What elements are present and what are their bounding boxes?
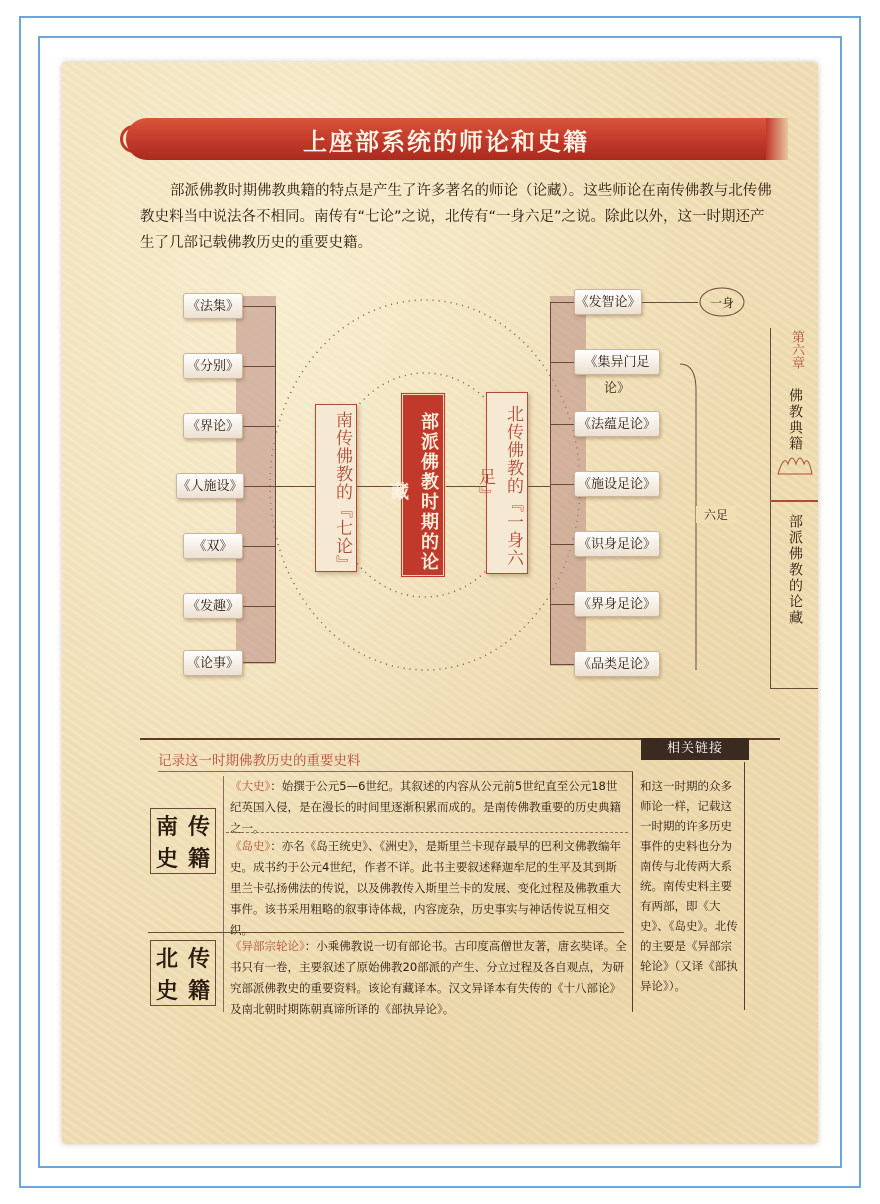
banner-fade (766, 118, 788, 160)
center-label: 部派佛教时期的论藏 (400, 392, 446, 578)
stamp-char: 南 (155, 813, 178, 840)
north-history-stamp (150, 940, 216, 1006)
left-item: 《法集》 (183, 293, 243, 319)
right-item: 《品类足论》 (574, 651, 660, 677)
right-bracket-line (550, 302, 551, 664)
connector (550, 302, 574, 303)
right-item: 《识身足论》 (574, 531, 660, 557)
left-bracket-line (275, 306, 276, 662)
subtitle-rule (158, 771, 633, 772)
connector (550, 664, 574, 665)
left-item: 《发趣》 (183, 593, 243, 619)
connector (243, 426, 275, 427)
stamp-char: 北 (155, 945, 178, 972)
related-column-rule (632, 772, 633, 1012)
entry-da-shi (230, 776, 628, 839)
left-item: 《界论》 (183, 413, 243, 439)
entry-title: 《岛史》 (230, 839, 271, 853)
left-item: 《论事》 (183, 650, 243, 676)
stamp-char: 传 (187, 813, 210, 840)
side-divider (770, 500, 818, 502)
entry-text: ：始撰于公元5—6世纪。其叙述的内容从公元前5世纪直至公元18世纪英国入侵，是在漫长的时间里逐渐积累而成的。是南传佛教重要的历史典籍之一。 (230, 779, 621, 835)
entry-separator (226, 832, 628, 833)
connector (243, 546, 275, 547)
entry-title: 《大史》 (230, 779, 271, 793)
left-item: 《人施设》 (176, 473, 244, 499)
entry-text: ：亦名《岛王统史》、《洲史》，是斯里兰卡现存最早的巴利文佛教编年史。成书约于公元4世纪，作者不详。此书主要叙述释迦牟尼的生平及其到斯里兰卡弘扬佛法的传说，以及佛教传入斯里兰卡的发展、变化过程及佛教重大事件。该书采用粗略的叙事诗体裁，内容庞杂，历史事实与神话传说互相交织。 (230, 839, 621, 937)
connector (528, 486, 550, 487)
south-history-stamp (150, 808, 216, 874)
entry-column-rule (223, 776, 224, 1012)
connector (243, 606, 275, 607)
stamp-char: 籍 (187, 845, 210, 872)
stamp-char: 籍 (187, 977, 210, 1004)
side-divider (770, 688, 818, 689)
stamp-char: 传 (187, 945, 210, 972)
connector (550, 424, 574, 425)
right-item: 《界身足论》 (574, 591, 660, 617)
right-item: 《法蕴足论》 (574, 411, 660, 437)
entry-title: 《异部宗轮论》 (230, 939, 305, 953)
connector (642, 302, 698, 303)
subsection-label: 部派佛教的论藏 (787, 514, 803, 626)
related-links-tab: 相关链接 (641, 738, 749, 760)
left-item: 《分别》 (183, 353, 243, 379)
panel-subtitle: 记录这一时期佛教历史的重要史料 (158, 753, 361, 769)
hands-ornament-icon (774, 450, 814, 476)
six-feet-tag: 六足 (696, 506, 736, 523)
stamp-char: 史 (155, 977, 178, 1004)
left-item: 《双》 (183, 533, 243, 559)
entry-text: ：小乘佛教说一切有部论书。古印度高僧世友著，唐玄奘译。全书只有一卷，主要叙述了原始佛教20部派的产生、分立过程及各自观点，为研究部派佛教史的重要资料。该论有藏译本。汉文异译本有失传的《十八部论》及南北朝时期陈朝真谛所译的《部执异论》。 (230, 939, 627, 1016)
right-item: 《集异门足论》 (574, 349, 660, 375)
page-title: 上座部系统的师论和史籍 (126, 118, 766, 160)
connector (550, 484, 574, 485)
connector (243, 306, 275, 307)
one-body-tag: 一身 (709, 296, 734, 310)
stamp-char: 史 (155, 845, 178, 872)
right-item: 《发智论》 (574, 289, 642, 315)
entry-dao-shi (230, 836, 628, 941)
connector (243, 486, 315, 487)
chapter-label: 第六章 (789, 330, 804, 369)
south-seven-treatises-label: 南传佛教的『七论』 (315, 404, 357, 572)
connector (550, 362, 574, 363)
side-tab-line (770, 328, 771, 688)
panel-right-rule (744, 762, 745, 1010)
connector (550, 544, 574, 545)
connector (550, 604, 574, 605)
entry-yi-bu-zong-lun-lun (230, 936, 628, 1020)
right-item: 《施设足论》 (574, 471, 660, 497)
connector (243, 662, 275, 663)
north-one-body-six-feet-label: 北传佛教的『一身六足』 (486, 392, 528, 574)
related-links-text: 和这一时期的众多师论一样，记载这一时期的许多历史事件的史料也分为南传与北传两大系统。南传史料主要有两部，即《大史》、《岛史》。北传的主要是《异部宗轮论》（又译《部执异论》）。 (640, 779, 738, 993)
intro-paragraph: 部派佛教时期佛教典籍的特点是产生了许多著名的师论（论藏）。这些师论在南传佛教与北传佛教史料当中说法各不相同。南传有“七论”之说，北传有“一身六足”之说。除此以外，这一时期还产生了几部记载佛教历史的重要史籍。 (140, 183, 772, 251)
connector (243, 366, 275, 367)
section-label: 佛教典籍 (787, 388, 803, 452)
